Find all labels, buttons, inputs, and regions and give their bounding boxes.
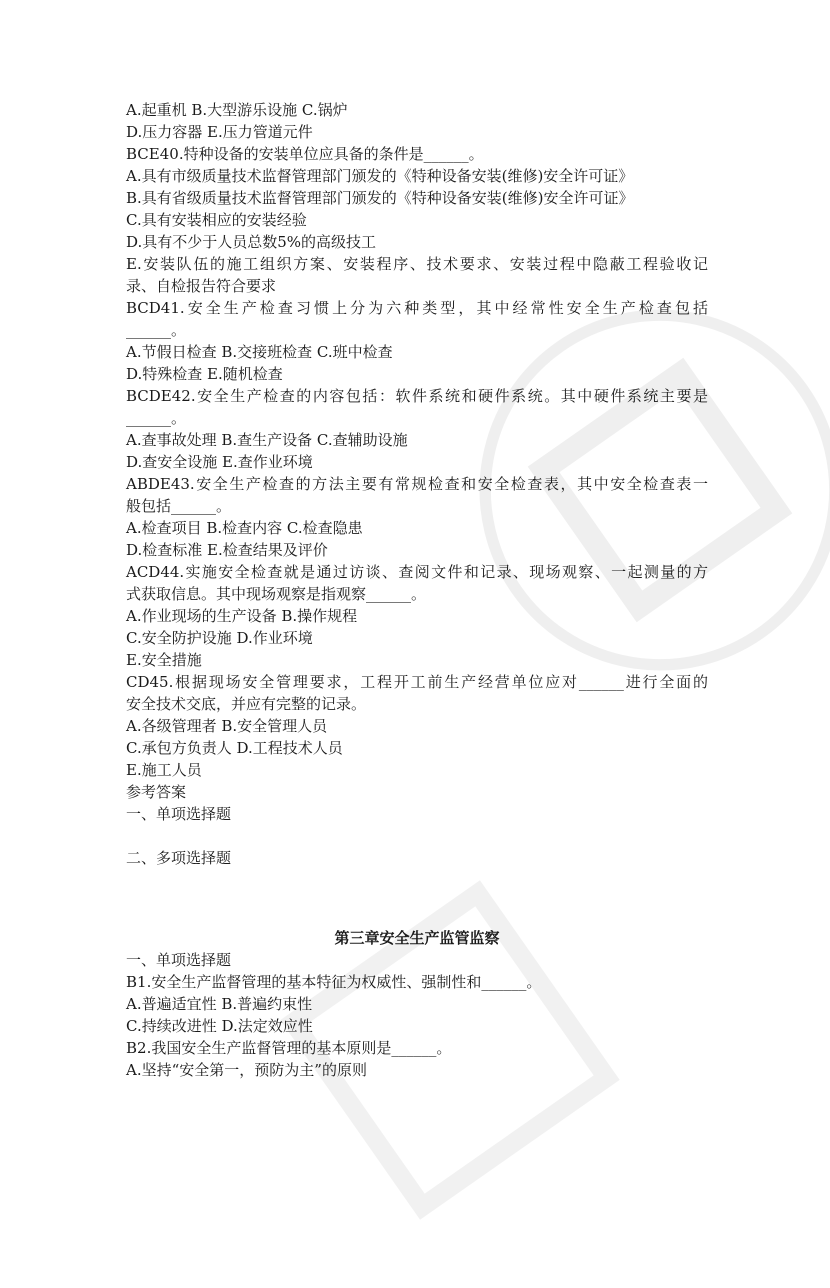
question-line: BCDE42.安全生产检查的内容包括：软件系统和硬件系统。其中硬件系统主要是 bbox=[126, 387, 708, 405]
option-line: D.检查标准 E.检查结果及评价 bbox=[126, 541, 328, 559]
section-heading: 参考答案 bbox=[126, 783, 187, 801]
document-body bbox=[126, 99, 708, 1081]
option-line: A.作业现场的生产设备 B.操作规程 bbox=[126, 607, 358, 625]
option-line: 录、自检报告符合要求 bbox=[126, 277, 277, 295]
option-line: A.起重机 B.大型游乐设施 C.锅炉 bbox=[126, 101, 348, 119]
option-line: B.具有省级质量技术监督管理部门颁发的《特种设备安装(维修)安全许可证》 bbox=[126, 189, 634, 207]
question-line: 式获取信息。其中现场观察是指观察______。 bbox=[126, 585, 427, 603]
option-line: E.施工人员 bbox=[126, 761, 202, 779]
section-heading: 一、单项选择题 bbox=[126, 805, 232, 823]
question-line: B2.我国安全生产监督管理的基本原则是______。 bbox=[126, 1039, 452, 1057]
option-line: A.检查项目 B.检查内容 C.检查隐患 bbox=[126, 519, 363, 537]
option-line: A.各级管理者 B.安全管理人员 bbox=[126, 717, 328, 735]
question-line: ACD44.实施安全检查就是通过访谈、查阅文件和记录、现场观察、一起测量的方 bbox=[126, 563, 708, 581]
question-line: ABDE43.安全生产检查的方法主要有常规检查和安全检查表，其中安全检查表一 bbox=[126, 475, 708, 493]
question-line: BCD41.安全生产检查习惯上分为六种类型，其中经常性安全生产检查包括 bbox=[126, 299, 708, 317]
option-line: C.承包方负责人 D.工程技术人员 bbox=[126, 739, 343, 757]
option-line: A.普遍适宜性 B.普遍约束性 bbox=[126, 995, 313, 1013]
option-line: C.安全防护设施 D.作业环境 bbox=[126, 629, 313, 647]
option-line: E.安全措施 bbox=[126, 651, 202, 669]
chapter-title: 第三章安全生产监管监察 bbox=[334, 929, 500, 947]
question-line: 安全技术交底，并应有完整的记录。 bbox=[126, 695, 367, 713]
option-line: E.安装队伍的施工组织方案、安装程序、技术要求、安装过程中隐蔽工程验收记 bbox=[126, 255, 708, 273]
option-line: D.特殊检查 E.随机检查 bbox=[126, 365, 283, 383]
spacer bbox=[126, 825, 708, 847]
question-line: 般包括______。 bbox=[126, 497, 232, 515]
section-heading: 一、单项选择题 bbox=[126, 951, 232, 969]
question-line: BCE40.特种设备的安装单位应具备的条件是______。 bbox=[126, 145, 484, 163]
spacer bbox=[126, 891, 708, 927]
option-line: C.具有安装相应的安装经验 bbox=[126, 211, 307, 229]
spacer bbox=[126, 869, 708, 891]
option-line: D.压力容器 E.压力管道元件 bbox=[126, 123, 313, 141]
option-line: A.节假日检查 B.交接班检查 C.班中检查 bbox=[126, 343, 393, 361]
question-line: B1.安全生产监督管理的基本特征为权威性、强制性和______。 bbox=[126, 973, 542, 991]
question-line: CD45.根据现场安全管理要求，工程开工前生产经营单位应对______进行全面的 bbox=[126, 673, 708, 691]
option-line: C.持续改进性 D.法定效应性 bbox=[126, 1017, 313, 1035]
section-heading: 二、多项选择题 bbox=[126, 849, 232, 867]
question-line: ______。 bbox=[126, 321, 187, 339]
option-line: A.坚持“安全第一，预防为主”的原则 bbox=[126, 1061, 367, 1079]
option-line: A.具有市级质量技术监督管理部门颁发的《特种设备安装(维修)安全许可证》 bbox=[126, 167, 634, 185]
option-line: A.查事故处理 B.查生产设备 C.查辅助设施 bbox=[126, 431, 408, 449]
option-line: D.查安全设施 E.查作业环境 bbox=[126, 453, 313, 471]
option-line: D.具有不少于人员总数5%的高级技工 bbox=[126, 233, 377, 251]
question-line: ______。 bbox=[126, 409, 187, 427]
